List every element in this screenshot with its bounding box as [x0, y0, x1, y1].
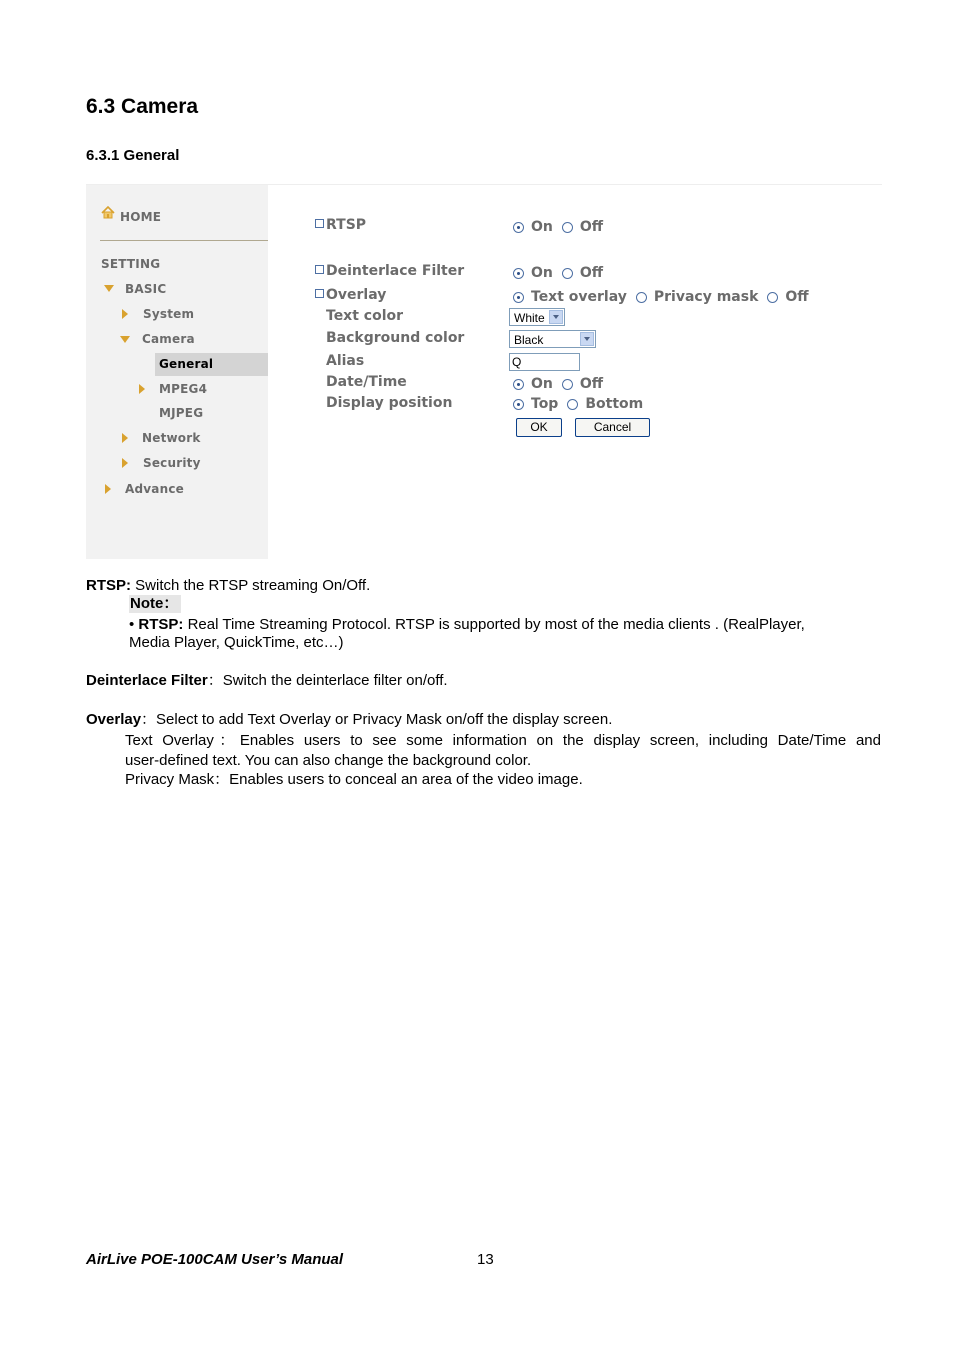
alias-input[interactable]: Q [509, 353, 580, 371]
chevron-down-icon [120, 336, 130, 343]
chevron-down-icon [104, 285, 114, 292]
ok-button[interactable]: OK [516, 418, 562, 437]
alias-label: Alias [326, 353, 365, 369]
bg-color-label: Background color [326, 330, 465, 346]
sidebar-item-home[interactable]: HOME [120, 210, 162, 224]
cancel-button[interactable]: Cancel [575, 418, 650, 437]
overlay-off-radio[interactable] [767, 292, 778, 303]
overlay-description: Overlay：Select to add Text Overlay or Privacy Mask on/off the display screen. [86, 711, 613, 728]
sidebar-item-basic[interactable]: BASIC [125, 282, 167, 296]
sidebar-item-mpeg4[interactable]: MPEG4 [159, 382, 208, 396]
rtsp-on-radio[interactable] [513, 222, 524, 233]
overlay-text-radio[interactable] [513, 292, 524, 303]
sidebar-item-general[interactable]: General [159, 357, 214, 371]
text-overlay-line1: Text Overlay：Enables users to see some information on the display screen, including Date/Time and [125, 732, 881, 749]
sidebar-divider [100, 240, 268, 241]
section-title: 6.3.1 General [86, 147, 180, 164]
deinterlace-description: Deinterlace Filter：Switch the deinterlace filter on/off. [86, 672, 448, 689]
display-position-options: Top Bottom [513, 396, 643, 412]
checkbox-icon [315, 265, 324, 274]
rtsp-description: RTSP: Switch the RTSP streaming On/Off. [86, 577, 371, 594]
chevron-right-icon [139, 384, 145, 394]
sidebar-item-system[interactable]: System [143, 307, 195, 321]
datetime-options: On Off [513, 376, 603, 392]
sidebar-item-camera[interactable]: Camera [142, 332, 195, 346]
rtsp-options: On Off [513, 219, 603, 235]
rtsp-label: RTSP [315, 217, 366, 233]
camera-settings-screenshot [86, 184, 882, 559]
page-title: 6.3 Camera [86, 95, 199, 118]
sidebar-item-advance[interactable]: Advance [125, 482, 184, 496]
note-label: Note： [130, 595, 179, 612]
datetime-on-radio[interactable] [513, 379, 524, 390]
sidebar-item-network[interactable]: Network [142, 431, 201, 445]
overlay-options: Text overlay Privacy mask Off [513, 289, 809, 305]
deinterlace-on-radio[interactable] [513, 268, 524, 279]
datetime-off-radio[interactable] [562, 379, 573, 390]
chevron-right-icon [122, 458, 128, 468]
chevron-right-icon [122, 309, 128, 319]
chevron-down-icon [580, 332, 594, 346]
text-overlay-line2: user-defined text. You can also change the background color. [125, 752, 532, 769]
rtsp-off-radio[interactable] [562, 222, 573, 233]
rtsp-note-line1: • RTSP: Real Time Streaming Protocol. RTSP is supported by most of the media clients . (RealPlayer, [129, 616, 805, 633]
footer-manual-title: AirLive POE-100CAM User’s Manual [86, 1251, 344, 1268]
chevron-right-icon [105, 484, 111, 494]
position-bottom-radio[interactable] [567, 399, 578, 410]
checkbox-icon [315, 219, 324, 228]
sidebar [86, 185, 268, 559]
overlay-privacy-radio[interactable] [636, 292, 647, 303]
sidebar-item-mjpeg[interactable]: MJPEG [159, 406, 204, 420]
sidebar-heading-setting: SETTING [101, 257, 161, 271]
checkbox-icon [315, 289, 324, 298]
rtsp-note-line2: Media Player, QuickTime, etc…) [129, 634, 344, 651]
bg-color-select[interactable]: Black [509, 330, 596, 348]
sidebar-item-security[interactable]: Security [143, 456, 201, 470]
text-color-label: Text color [326, 308, 404, 324]
page-number: 13 [477, 1251, 494, 1268]
deinterlace-off-radio[interactable] [562, 268, 573, 279]
datetime-label: Date/Time [326, 374, 407, 390]
text-color-select[interactable]: White [509, 308, 565, 326]
deinterlace-label: Deinterlace Filter [315, 263, 464, 279]
chevron-down-icon [549, 310, 563, 324]
home-icon[interactable] [101, 206, 115, 219]
position-top-radio[interactable] [513, 399, 524, 410]
deinterlace-options: On Off [513, 265, 603, 281]
privacy-mask-description: Privacy Mask：Enables users to conceal an area of the video image. [125, 771, 583, 788]
chevron-right-icon [122, 433, 128, 443]
overlay-label: Overlay [315, 287, 386, 303]
display-position-label: Display position [326, 395, 453, 411]
